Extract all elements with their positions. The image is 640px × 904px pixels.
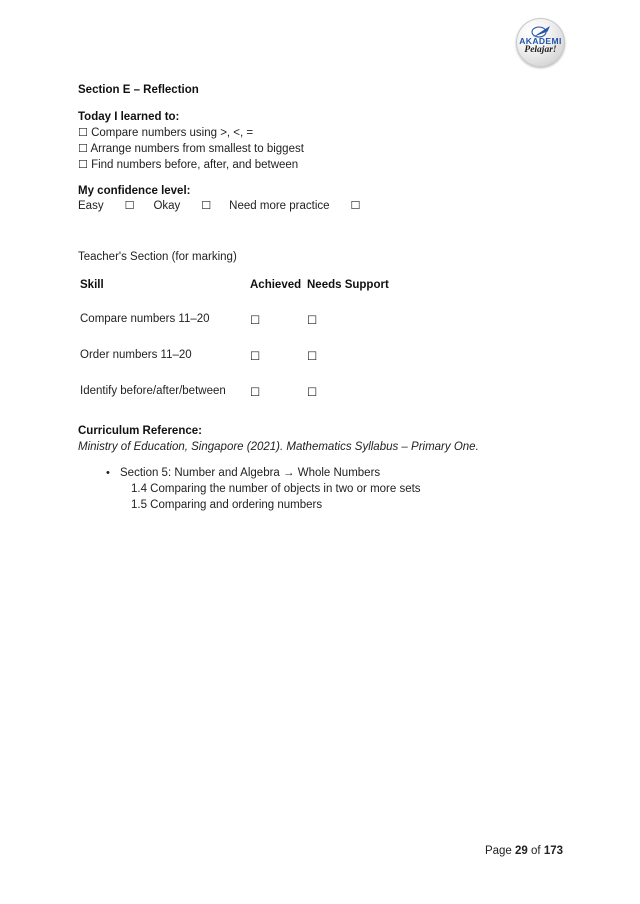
footer-current-page: 29 xyxy=(515,845,528,857)
confidence-option-practice-checkbox[interactable]: ☐ xyxy=(350,199,361,212)
table-header-row xyxy=(80,279,420,313)
row-1-skill: Compare numbers 11–20 xyxy=(80,313,210,325)
row-2-needs-support-checkbox[interactable]: ☐ xyxy=(307,349,318,363)
logo-akademi-text: AKADEMI xyxy=(519,36,562,46)
confidence-option-easy-checkbox[interactable]: ☐ xyxy=(124,199,135,212)
table-row xyxy=(80,313,420,349)
learned-heading: Today I learned to: xyxy=(78,111,180,123)
confidence-options-row xyxy=(78,198,360,214)
teacher-section-caption: Teacher's Section (for marking) xyxy=(78,251,237,263)
checkbox-icon[interactable]: ☐ xyxy=(78,142,88,155)
learned-item-1-label: Compare numbers using >, <, = xyxy=(91,127,254,139)
page-footer xyxy=(0,845,640,857)
confidence-heading: My confidence level: xyxy=(78,185,191,197)
confidence-option-okay-checkbox[interactable]: ☐ xyxy=(201,199,212,212)
table-row xyxy=(80,349,420,385)
confidence-option-practice-label: Need more practice xyxy=(229,200,330,212)
learned-item-3[interactable] xyxy=(78,156,298,174)
bullet-icon: • xyxy=(106,467,110,479)
row-2-skill: Order numbers 11–20 xyxy=(80,349,192,361)
row-3-needs-support-checkbox[interactable]: ☐ xyxy=(307,385,318,399)
confidence-option-easy-label: Easy xyxy=(78,200,104,212)
checkbox-icon[interactable]: ☐ xyxy=(78,126,88,139)
learned-item-2-label: Arrange numbers from smallest to biggest xyxy=(90,143,304,155)
column-header-achieved: Achieved xyxy=(250,279,302,291)
footer-prefix: Page xyxy=(484,845,516,857)
teacher-marking-table xyxy=(80,279,420,421)
column-header-skill: Skill xyxy=(80,279,104,291)
curriculum-bullet-item xyxy=(106,467,381,479)
footer-total-pages: 173 xyxy=(543,845,563,857)
row-2-achieved-checkbox[interactable]: ☐ xyxy=(250,349,261,363)
table-row xyxy=(80,385,420,421)
curriculum-citation: Ministry of Education, Singapore (2021). Mathematics Syllabus – Primary One. xyxy=(78,441,479,453)
logo-pelajar-text: Pelajar! xyxy=(524,45,557,55)
row-3-skill: Identify before/after/between xyxy=(80,385,226,397)
curriculum-sub-item-1: 1.4 Comparing the number of objects in two or more sets xyxy=(131,483,421,495)
footer-middle: of xyxy=(527,845,544,857)
section-heading: Section E – Reflection xyxy=(78,84,199,96)
confidence-option-okay-label: Okay xyxy=(153,200,181,212)
checkbox-icon[interactable]: ☐ xyxy=(78,158,88,171)
row-3-achieved-checkbox[interactable]: ☐ xyxy=(250,385,261,399)
curriculum-bullet-label: Section 5: Number and Algebra → Whole Numbers xyxy=(120,467,381,479)
curriculum-sub-item-2: 1.5 Comparing and ordering numbers xyxy=(131,499,323,511)
column-header-needs-support: Needs Support xyxy=(307,279,389,291)
akademi-pelajar-logo xyxy=(516,18,565,67)
row-1-needs-support-checkbox[interactable]: ☐ xyxy=(307,313,318,327)
learned-item-3-label: Find numbers before, after, and between xyxy=(91,159,299,171)
row-1-achieved-checkbox[interactable]: ☐ xyxy=(250,313,261,327)
curriculum-heading: Curriculum Reference: xyxy=(78,425,202,437)
